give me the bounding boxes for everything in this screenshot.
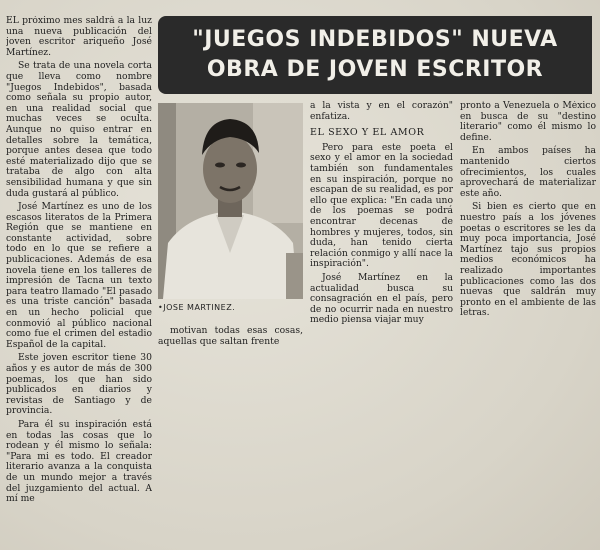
- photo-caption: •JOSE MARTINEZ.: [158, 303, 236, 312]
- paragraph: José Martínez es uno de los escasos literatos de la Primera Región que se mantiene en constante actividad, sobre todo en lo que se refiere a publicaciones. Además de esa novela tiene en los talleres de impresión de Tacna un texto para teatro llamado "El pasado es una triste canción" basada en un hecho policial que conmovió al público nacional como fue el crimen del estadio Español de la capital.: [6, 201, 152, 350]
- paragraph: pronto a Venezuela o México en busca de su "destino literario" como él mismo lo define.: [460, 101, 596, 143]
- paragraph: Si bien es cierto que en nuestro país a los jóvenes poetas o escritores se les da muy poca importancia, José Martínez tajo sus propios medios económicos ha realizado importantes publicaciones como las dos nuevas que saldrán muy pronto en el ambiente de las letras.: [460, 201, 596, 319]
- paragraph: Pero para este poeta el sexo y el amor en la sociedad también son fundamentales en su inspiración, porque no escapan de su realidad, es por ello que explica: "En cada uno de los poemas se podrá encontrar decenas de hombres y mujeres, todos, sin duda, han tenido cierta relación conmigo y allí nace la inspiración".: [310, 141, 453, 270]
- paragraph: a la vista y en el corazón" enfatiza.: [310, 101, 453, 122]
- article-column-3: [310, 101, 453, 361]
- article-column-2: [158, 326, 303, 396]
- paragraph: Para él su inspiración está en todas las cosas que lo rodean y él mismo lo señala: "Para mi es todo. El creador literario avanza a la conquista de un mundo mejor a través del juzgamiento del actual. A mí me: [6, 418, 152, 505]
- portrait-image: [158, 103, 303, 299]
- paragraph: Se trata de una novela corta que lleva como nombre "Juegos Indebidos", basada como señala su propio autor, en una realidad social que muchas veces se oculta. Aunque no quiso entrar en detalles sobre la temática, porque antes desea que todo esté materializado dijo que se trataba de algo con alta sensibilidad humana y que sin duda gustará al público.: [6, 60, 152, 199]
- headline: "JUEGOS INDEBIDOS" NUEVA OBRA DE JOVEN ESCRITOR: [158, 16, 592, 94]
- article-column-1: [6, 16, 152, 546]
- portrait-photo: [158, 103, 303, 299]
- paragraph: José Martínez en la actualidad busca su consagración en el país, pero de no ocurrir nada en nuestro medio piensa viajar muy: [310, 271, 453, 326]
- section-subhead: EL SEXO Y EL AMOR: [310, 127, 425, 139]
- paragraph: En ambos países ha mantenido ciertos ofrecimientos, los cuales aprovechará de materializar este año.: [460, 145, 596, 199]
- paragraph: Este joven escritor tiene 30 años y es autor de más de 300 poemas, los que han sido publicados en diarios y revistas de Santiago y de provincia.: [6, 352, 152, 417]
- paragraph: motivan todas esas cosas, aquellas que saltan frente: [158, 326, 303, 347]
- article-column-4: [460, 101, 596, 351]
- paragraph: EL próximo mes saldrá a la luz una nueva publicación del joven escritor ariqueño José Martínez.: [6, 16, 152, 58]
